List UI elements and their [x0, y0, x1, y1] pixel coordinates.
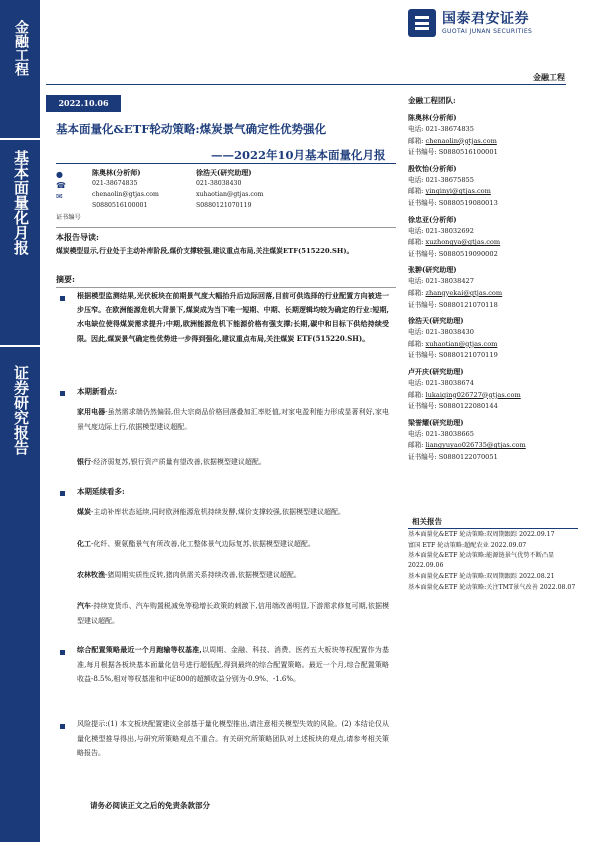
team-member	[408, 265, 578, 311]
member-cert: S0880121070119	[438, 351, 498, 360]
keep-bullish-title: 本期延续看多:	[77, 487, 125, 496]
author-phone: 021-38674835	[92, 180, 138, 187]
author-cert: S0880121070119	[196, 202, 252, 209]
author-email[interactable]: chenaolin@gtjas.com	[92, 191, 159, 198]
author-cert: S0880516100001	[92, 202, 148, 209]
cert-label: 证书编号:	[408, 351, 437, 360]
member-phone: 021-38675855	[425, 175, 474, 184]
team-member	[408, 113, 578, 159]
phone-label: 电话:	[408, 277, 424, 286]
keep-item	[77, 599, 389, 628]
phone-label: 电话:	[408, 378, 424, 387]
member-name: 陈奥林(分析师)	[408, 113, 457, 122]
new-highlights-title: 本期新看点:	[77, 387, 118, 396]
guide-text: 煤炭模型显示,行业处于主动补库阶段,煤价支撑较强,建议重点布局,关注煤炭ETF(515220.SH)。	[56, 247, 354, 255]
member-phone: 021-38038430	[425, 328, 474, 337]
author-phone: 021-38038430	[196, 180, 242, 187]
risk-paragraph: 风险提示:(1) 本文板块配置建议全部基于量化模型推出,请注意相关模型失效的风险。(2) 本结论仅从量化模型推导得出,与研究所策略观点不重合。有关研究所策略团队对上述板块的观点,请参考相关策略报告。	[77, 720, 389, 757]
new-item	[77, 455, 389, 470]
team-column	[408, 95, 578, 468]
member-name: 梁誉耀(研究助理)	[408, 417, 464, 427]
member-email[interactable]: lukaiqing026727@gtjas.com	[425, 390, 521, 399]
author-name: 陈奥林(分析师)	[92, 168, 141, 177]
member-name: 徐忠亚(分析师)	[408, 214, 457, 224]
sidebar-divider	[0, 138, 40, 140]
bullet-icon	[60, 491, 65, 496]
author-card	[196, 168, 336, 213]
header-category: 金融工程	[533, 72, 565, 82]
report-date: 2022.10.06	[46, 95, 121, 112]
email-label: 邮箱:	[408, 390, 424, 399]
member-phone: 021-38038427	[425, 277, 474, 286]
report-subtitle: ——2022年10月基本面量化月报	[211, 148, 386, 162]
abstract-rule	[56, 287, 396, 288]
guide-title: 本报告导读:	[56, 232, 99, 242]
team-member	[408, 164, 578, 210]
bullet-icon	[60, 296, 65, 301]
author-name: 徐浩天(研究助理)	[196, 168, 252, 177]
email-label: 邮箱:	[408, 238, 424, 247]
cert-label: 证书编号:	[408, 300, 437, 309]
report-title: 基本面量化&ETF轮动策略:煤炭景气确定性优势强化	[56, 122, 327, 136]
email-label: 邮箱:	[408, 339, 424, 348]
member-cert: S0880519080013	[438, 198, 498, 207]
email-label: 邮箱:	[408, 136, 424, 145]
related-report-link[interactable]: 基本面量化&ETF 轮动策略:关注TMT景气改善 2022.08.07	[408, 583, 576, 591]
member-cert: S0880519090002	[438, 249, 498, 258]
intro-rule	[56, 227, 396, 228]
team-title: 金融工程团队:	[408, 96, 456, 105]
phone-label: 电话:	[408, 175, 424, 184]
member-email[interactable]: xuhaotian@gtjas.com	[425, 339, 498, 348]
related-reports-title: 相关报告	[412, 517, 442, 526]
cert-label: 证书编号:	[408, 198, 437, 207]
title-rule	[56, 163, 396, 164]
logo-en-text: GUOTAI JUNAN SECURITIES	[442, 28, 533, 35]
member-email[interactable]: yinqinyi@gtjas.com	[425, 187, 491, 196]
sidebar-divider	[0, 345, 40, 347]
keep-item	[77, 537, 389, 552]
header-rule	[46, 84, 566, 85]
team-member	[408, 316, 578, 362]
mail-icon: ✉	[56, 192, 63, 201]
bullet-icon	[60, 650, 65, 655]
new-item-text: -虽然需求端仍然偏弱,但大宗商品价格回落叠加汇率贬值,对家电盈利能力形成显著利好,家电景气度边际上行,依据模型建议超配。	[77, 408, 389, 431]
member-name: 殷钦怡(分析师)	[408, 163, 457, 173]
phone-icon: ☎	[56, 181, 66, 190]
member-cert: S0880122070051	[438, 452, 498, 461]
keep-item-head: 农林牧渔	[77, 570, 105, 579]
sidebar-top-label: 金融工程	[13, 20, 29, 76]
member-phone: 021-38032692	[425, 226, 474, 235]
sidebar-bottom-label: 证券研究报告	[12, 365, 30, 455]
bullet-icon	[60, 724, 65, 729]
email-label: 邮箱:	[408, 288, 424, 297]
logo-mark-icon	[408, 9, 436, 37]
member-email[interactable]: chenaolin@gtjas.com	[425, 136, 497, 145]
member-phone: 021-38038674	[425, 378, 474, 387]
email-label: 邮箱:	[408, 187, 424, 196]
team-member	[408, 215, 578, 261]
company-logo	[408, 8, 583, 40]
related-report-link[interactable]: 富国 ETF 轮动策略:超配农业 2022.09.07	[408, 541, 527, 549]
member-email[interactable]: zhangyekai@gtjas.com	[425, 288, 503, 297]
member-phone: 021-38038665	[425, 429, 474, 438]
user-icon: ●	[56, 170, 63, 179]
team-member	[408, 418, 578, 464]
keep-item-text: -猪周期实质性反转,猪肉供需关系持续改善,依据模型建议超配。	[105, 571, 301, 579]
logo-cn-text: 国泰君安证券	[442, 11, 529, 27]
new-item-text: -经济弱复苏,银行资产质量有望改善,依据模型建议超配。	[91, 458, 266, 466]
strategy-head: 综合配置策略最近一个月跑输等权基准,	[77, 645, 202, 654]
member-cert: S0880516100001	[438, 148, 498, 157]
member-name: 卢开庆(研究助理)	[408, 366, 464, 376]
new-item-head: 家用电器	[77, 407, 106, 416]
phone-label: 电话:	[408, 226, 424, 235]
cert-label: 证书编号:	[408, 402, 437, 411]
related-report-link[interactable]: 基本面量化&ETF 轮动策略:双周期跟踪 2022.09.17	[408, 531, 555, 538]
member-email[interactable]: liangyuyao026735@gtjas.com	[425, 441, 526, 450]
author-icons	[56, 170, 74, 203]
left-sidebar	[0, 0, 40, 842]
cert-label: 证书编号:	[408, 249, 437, 258]
email-label: 邮箱:	[408, 441, 424, 450]
related-rule	[408, 528, 578, 529]
keep-item-head: 汽车	[77, 601, 92, 610]
related-report-link[interactable]: 基本面量化&ETF 轮动策略:能源链景气优势不断凸显 2022.09.06	[408, 552, 555, 570]
member-cert: S0880121070118	[438, 300, 498, 309]
phone-label: 电话:	[408, 328, 424, 337]
member-phone: 021-38674835	[425, 125, 474, 133]
member-name: 张翀(研究助理)	[408, 265, 457, 275]
keep-item-head: 煤炭	[77, 507, 91, 516]
keep-item-text: -持续宽货币、汽车购置税减免等稳增长政策的刺激下,信用端改善明显,下游需求修复可期,依据模型建议超配。	[77, 602, 390, 625]
cert-label: 证书编号:	[408, 452, 437, 461]
keep-item-text: -化纤、聚氨酯景气有所改善,化工整体景气边际复苏,依据模型建议超配。	[91, 540, 315, 548]
strategy-paragraph	[77, 643, 389, 687]
author-email[interactable]: xuhaotian@gtjas.com	[196, 191, 264, 198]
team-member	[408, 367, 578, 413]
abstract-main-paragraph: 根据模型监测结果,光伏板块在前期景气度大幅抬升后边际回落,目前可供选择的行业配置方向被进一步压窄。在欧洲能源危机大背景下,煤炭成为当下唯一短期、中期、长期逻辑均较为确定的行业:短期,水电缺位使得煤炭需求提升;中期,欧洲能源危机下能源价格有强支撑;长期,碳中和目标下供给持续受限。因此,煤炭景气确定性优势进一步得到强化,建议重点布局,关注煤炭 ETF(515220.SH)。	[77, 291, 389, 343]
keep-item-text: -主动补库状态延续,同时欧洲能源危机持续发酵,煤价支撑较强,依据模型建议超配。	[91, 508, 346, 516]
keep-item	[77, 505, 389, 520]
bullet-icon	[60, 391, 65, 396]
phone-label: 电话:	[408, 429, 424, 438]
member-name: 徐浩天(研究助理)	[408, 316, 464, 326]
cert-label: 证书编号	[56, 214, 81, 221]
new-item-head: 银行	[77, 457, 91, 466]
related-reports-list	[408, 530, 580, 593]
strategy-text: 以周期、金融、科技、消费、医药五大板块等权配置作为基准,每月根据各板块基本面量化信号进行超低配,得到最终的综合配置策略。最近一个月,综合配置策略收益-8.5%,相对等权基准和中证800的超额收益分别为-0.9%、-1.6%。	[77, 646, 390, 683]
new-item	[77, 405, 389, 434]
sidebar-mid-label: 基本面量化月报	[12, 150, 30, 255]
disclaimer-note: 请务必阅读正文之后的免责条款部分	[90, 801, 210, 810]
keep-item-head: 化工	[77, 539, 91, 548]
abstract-title: 摘要:	[56, 274, 75, 284]
phone-label: 电话:	[408, 125, 424, 133]
keep-item	[77, 568, 389, 583]
related-report-link[interactable]: 基本面量化&ETF 轮动策略:双周期跟踪 2022.08.21	[408, 572, 555, 580]
member-cert: S0880122080144	[438, 402, 498, 411]
member-email[interactable]: xuzhongya@gtjas.com	[425, 238, 501, 247]
author-block	[56, 166, 396, 224]
cert-label: 证书编号:	[408, 148, 437, 157]
